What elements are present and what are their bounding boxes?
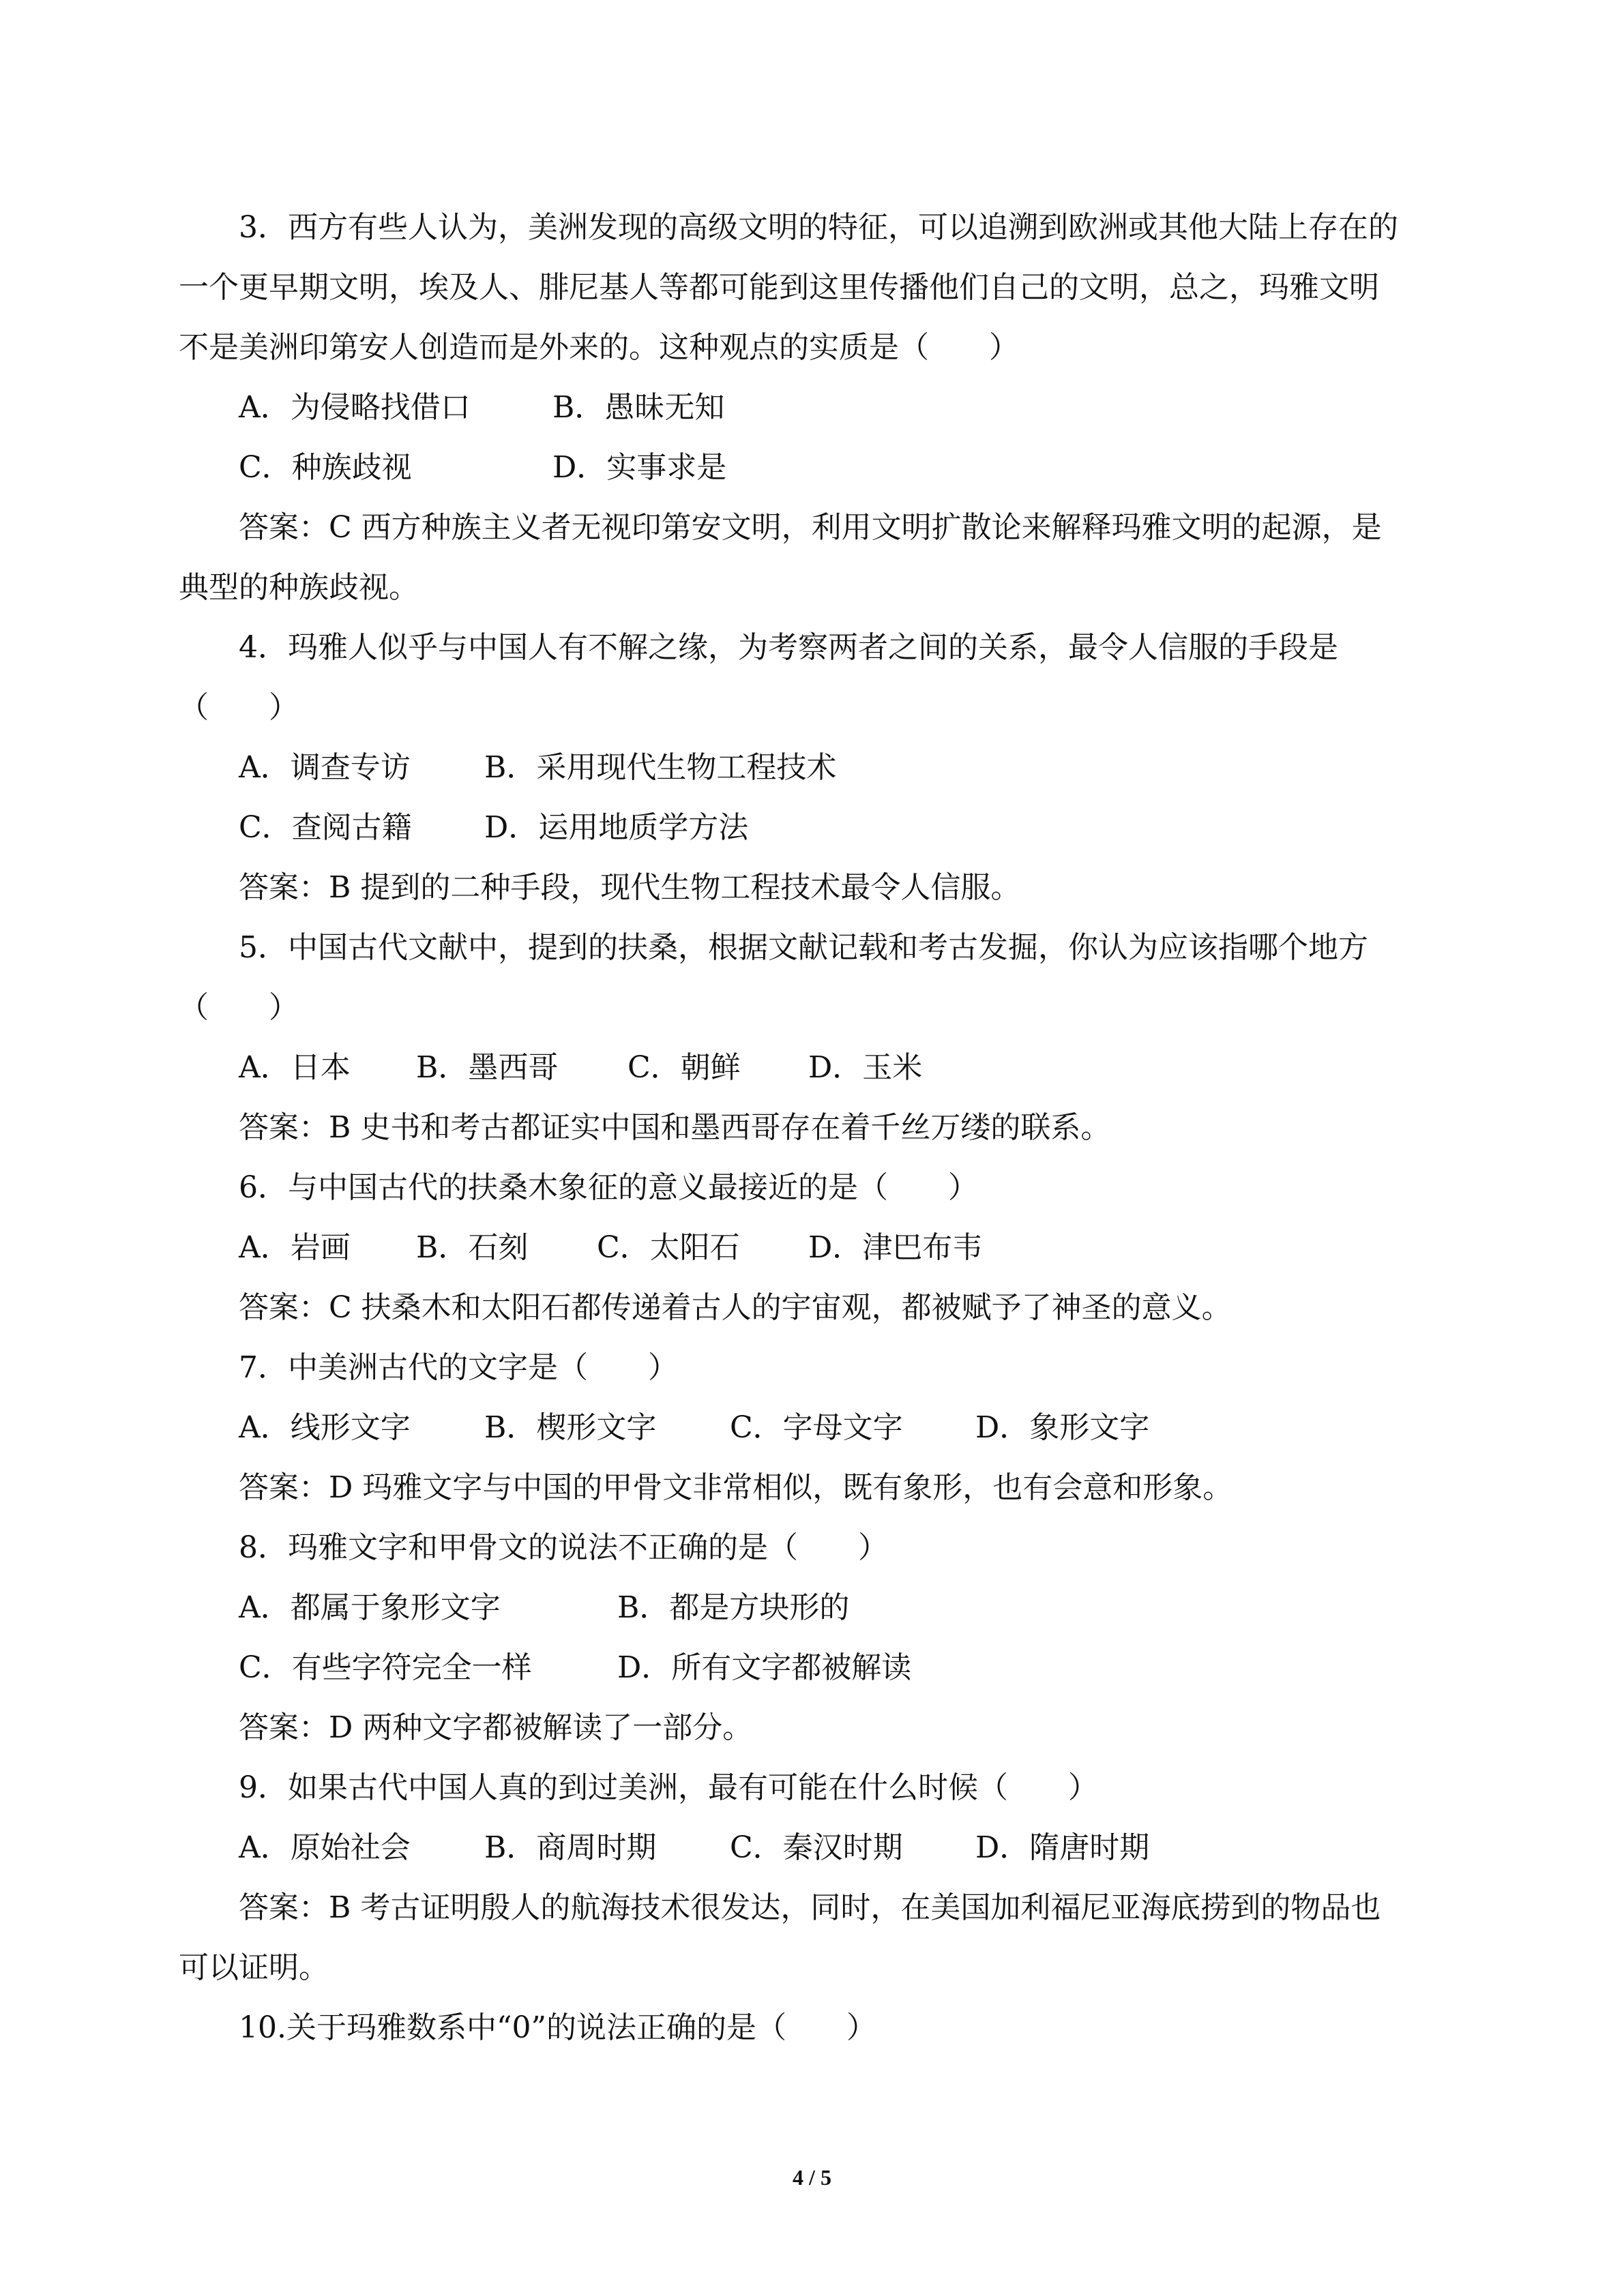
- option-b: B．石刻: [416, 1230, 529, 1265]
- option-a: A．调查专访: [239, 750, 411, 785]
- question-stem: 4．玛雅人似乎与中国人有不解之缘，为考察两者之间的关系，最令人信服的手段是: [239, 630, 1338, 665]
- answer-text: 答案：D 两种文字都被解读了一部分。: [239, 1710, 753, 1745]
- question-stem: 3．西方有些人认为，美洲发现的高级文明的特征，可以追溯到欧洲或其他大陆上存在的: [239, 210, 1398, 245]
- option-d: D．象形文字: [975, 1410, 1150, 1445]
- option-b: B．楔形文字: [484, 1410, 657, 1445]
- option-b: B．采用现代生物工程技术: [484, 750, 837, 785]
- question-5: [179, 918, 1475, 1158]
- question-4: [179, 618, 1475, 918]
- question-stem: 9．如果古代中国人真的到过美洲，最有可能在什么时候（ ）: [239, 1770, 1098, 1805]
- question-9: [179, 1758, 1475, 1998]
- options-row: [179, 1398, 1475, 1458]
- option-d: D．玉米: [808, 1050, 923, 1085]
- question-stem: （ ）: [179, 990, 299, 1025]
- option-d: D．所有文字都被解读: [617, 1650, 912, 1685]
- option-d: D．实事求是: [552, 450, 727, 485]
- answer-text: 典型的种族歧视。: [179, 570, 419, 605]
- question-stem: 7．中美洲古代的文字是（ ）: [239, 1350, 678, 1385]
- question-stem: （ ）: [179, 690, 299, 725]
- document-body: [179, 198, 1475, 2058]
- option-b: B．墨西哥: [416, 1050, 559, 1085]
- page-number: 4 / 5: [793, 2165, 831, 2190]
- option-a: A．原始社会: [239, 1830, 411, 1865]
- option-b: B．愚昧无知: [552, 390, 725, 425]
- option-a: A．都属于象形文字: [239, 1590, 501, 1625]
- options-row: [179, 1578, 1475, 1638]
- question-8: [179, 1518, 1475, 1758]
- option-a: A．日本: [239, 1050, 351, 1085]
- option-b: B．商周时期: [484, 1830, 657, 1865]
- question-6: [179, 1158, 1475, 1338]
- options-row: [179, 798, 1475, 858]
- option-d: D．津巴布韦: [808, 1230, 983, 1265]
- options-row: [179, 1218, 1475, 1278]
- option-c: C．查阅古籍: [239, 810, 412, 845]
- option-d: D．运用地质学方法: [484, 810, 749, 845]
- answer-text: 答案：B 考古证明殷人的航海技术很发达，同时，在美国加利福尼亚海底捞到的物品也: [239, 1890, 1381, 1925]
- option-c: C．有些字符完全一样: [239, 1650, 532, 1685]
- option-c: C．太阳石: [597, 1230, 740, 1265]
- answer-text: 可以证明。: [179, 1950, 329, 1985]
- option-a: A．为侵略找借口: [239, 390, 471, 425]
- question-stem: 5．中国古代文献中，提到的扶桑，根据文献记载和考古发掘，你认为应该指哪个地方: [239, 930, 1368, 965]
- question-stem: 6．与中国古代的扶桑木象征的意义最接近的是（ ）: [239, 1170, 978, 1205]
- answer-text: 答案：D 玛雅文字与中国的甲骨文非常相似，既有象形，也有会意和形象。: [239, 1470, 1233, 1505]
- option-c: C．字母文字: [730, 1410, 903, 1445]
- option-a: A．线形文字: [239, 1410, 411, 1445]
- question-stem: 10.关于玛雅数系中“0”的说法正确的是（ ）: [239, 2010, 876, 2045]
- option-d: D．隋唐时期: [975, 1830, 1150, 1865]
- question-7: [179, 1338, 1475, 1518]
- answer-text: 答案：C 西方种族主义者无视印第安文明，利用文明扩散论来解释玛雅文明的起源，是: [239, 510, 1382, 545]
- answer-text: 答案：C 扶桑木和太阳石都传递着古人的宇宙观，都被赋予了神圣的意义。: [239, 1290, 1232, 1325]
- question-stem: 不是美洲印第安人创造而是外来的。这种观点的实质是（ ）: [179, 330, 1019, 365]
- option-a: A．岩画: [239, 1230, 351, 1265]
- answer-text: 答案：B 史书和考古都证实中国和墨西哥存在着千丝万缕的联系。: [239, 1110, 1111, 1145]
- options-row: [179, 378, 1475, 438]
- options-row: [179, 738, 1475, 798]
- option-c: C．朝鲜: [628, 1050, 741, 1085]
- option-b: B．都是方块形的: [617, 1590, 850, 1625]
- question-stem: 一个更早期文明，埃及人、腓尼基人等都可能到这里传播他们自己的文明，总之，玛雅文明: [179, 270, 1379, 305]
- options-row: [179, 1818, 1475, 1878]
- option-c: C．种族歧视: [239, 450, 412, 485]
- answer-text: 答案：B 提到的二种手段，现代生物工程技术最令人信服。: [239, 870, 1021, 905]
- question-stem: 8．玛雅文字和甲骨文的说法不正确的是（ ）: [239, 1530, 888, 1565]
- option-c: C．秦汉时期: [730, 1830, 903, 1865]
- options-row: [179, 1038, 1475, 1098]
- options-row: [179, 1638, 1475, 1698]
- question-10: [179, 1998, 1475, 2058]
- options-row: [179, 438, 1475, 498]
- question-3: [179, 198, 1475, 618]
